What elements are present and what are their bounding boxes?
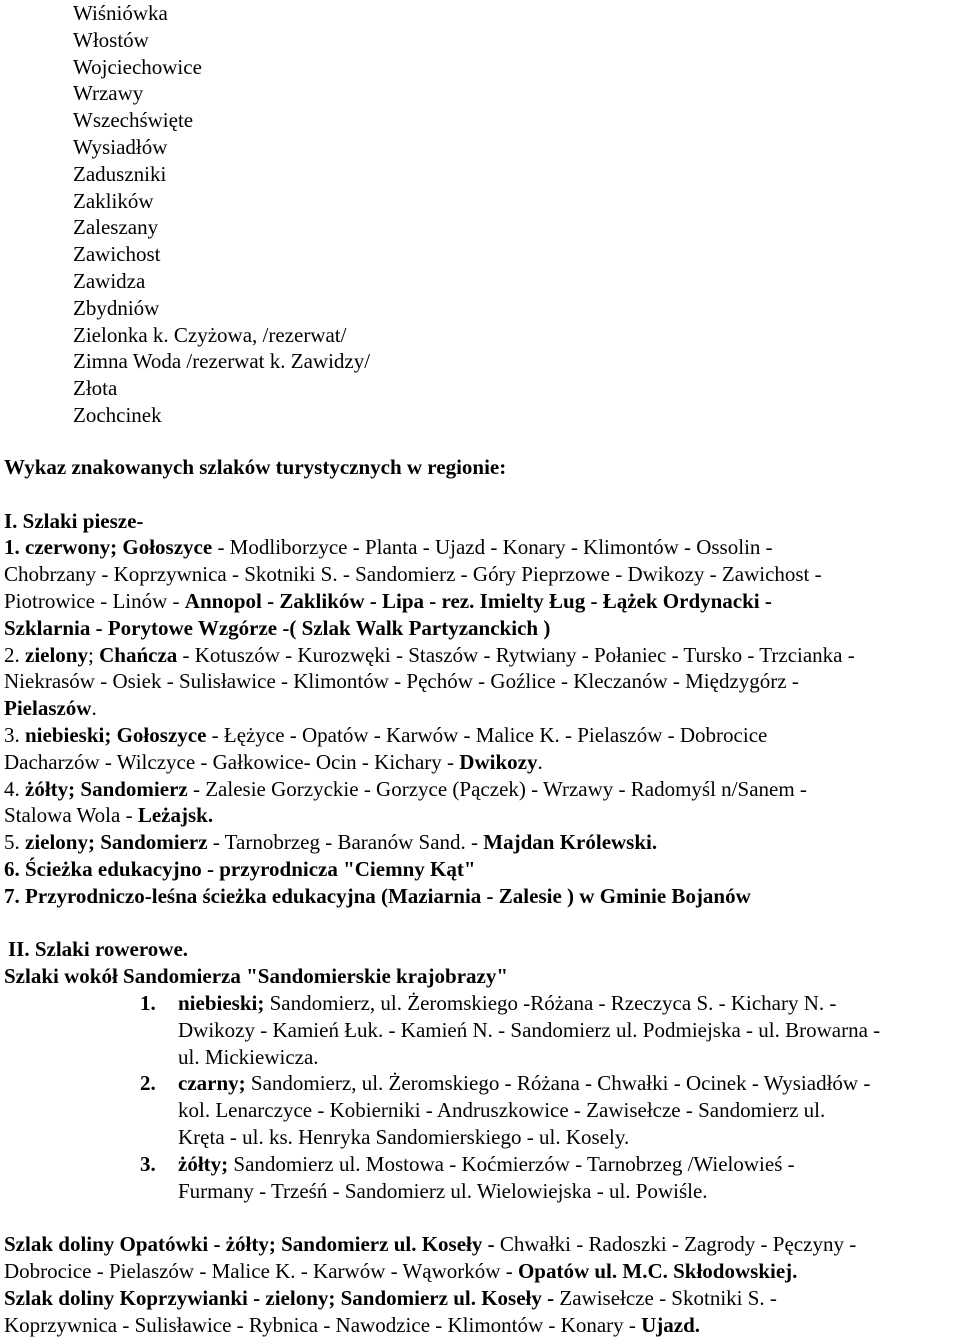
place-item: Zaleszany bbox=[73, 215, 159, 240]
trail-route: Sandomierz, ul. Żeromskiego -Różana - Rzeczyca S. - Kichary N. - bbox=[264, 990, 837, 1015]
hiking-heading: I. Szlaki piesze- bbox=[4, 508, 144, 533]
trail-route: Koprzywnica - Sulisławice - Rybnica - Nawodzice - Klimontów - Konary - bbox=[4, 1312, 642, 1337]
trail-name: Szlak doliny Koprzywianki - zielony; Sandomierz ul. Koseły - bbox=[4, 1285, 555, 1310]
hiking-trail-5 bbox=[4, 829, 959, 856]
trail-route: ul. Mickiewicza. bbox=[178, 1044, 319, 1069]
place-item: Zbydniów bbox=[73, 295, 160, 320]
bike-trail-2 bbox=[4, 1070, 959, 1150]
trail-route: Chobrzany - Koprzywnica - Skotniki S. - Sandomierz - Góry Pieprzowe - Dwikozy - Zawichost - bbox=[4, 562, 822, 587]
separator: . bbox=[537, 749, 543, 774]
place-item: Wiśniówka bbox=[73, 1, 168, 25]
trail-number: 3. bbox=[4, 722, 25, 747]
trail-name: zielony; Sandomierz bbox=[25, 830, 208, 855]
trail-stop: Annopol bbox=[184, 588, 262, 613]
place-item: Złota bbox=[73, 376, 118, 401]
trail-name: żółty; Sandomierz bbox=[25, 776, 188, 801]
place-list bbox=[73, 0, 370, 429]
valley-trail-opatowka bbox=[4, 1231, 959, 1285]
place-item: Zaduszniki bbox=[73, 161, 167, 186]
trail-end: Opatów ul. M.C. Skłodowskiej. bbox=[517, 1258, 798, 1283]
trails-heading: Wykaz znakowanych szlaków turystycznych w regionie: bbox=[4, 455, 507, 479]
trail-route: - Kotuszów - Kurozwęki - Staszów - Rytwiany - Połaniec - Tursko - Trzcianka - bbox=[177, 642, 855, 667]
bike-trail-1 bbox=[4, 990, 959, 1070]
trail-number: 2. bbox=[140, 1071, 156, 1096]
hiking-trail-7: 7. Przyrodniczo-leśna ścieżka edukacyjna (Maziarnia - Zalesie ) w Gminie Bojanów bbox=[4, 883, 751, 908]
trails-content bbox=[4, 454, 959, 1338]
trail-name: 1. czerwony; Gołoszyce bbox=[4, 535, 213, 560]
place-item: Wysiadłów bbox=[73, 134, 168, 159]
trail-route: Niekrasów - Osiek - Sulisławice - Klimontów - Pęchów - Goźlice - Kleczanów - Międzygórz - bbox=[4, 669, 799, 694]
trail-end: Dwikozy bbox=[459, 749, 538, 774]
place-item: Zawidza bbox=[73, 268, 146, 293]
trail-end: Leżajsk. bbox=[137, 803, 214, 828]
trail-number: 1. bbox=[140, 990, 156, 1015]
hiking-trail-3 bbox=[4, 722, 959, 776]
trail-route: Dacharzów - Wilczyce - Gałkowice- Ocin - Kichary - bbox=[4, 749, 460, 774]
place-item: Zawichost bbox=[73, 242, 161, 267]
bike-subheading: Szlaki wokół Sandomierza "Sandomierskie krajobrazy" bbox=[4, 964, 508, 989]
trail-end: Ujazd. bbox=[641, 1312, 701, 1337]
trail-route: Sandomierz ul. Mostowa - Koćmierzów - Tarnobrzeg /Wielowieś - bbox=[228, 1151, 795, 1176]
trail-route: - Tarnobrzeg - Baranów Sand. - bbox=[207, 830, 484, 855]
trail-route: - Zaklików - Lipa - rez. bbox=[261, 588, 475, 613]
trail-route: Piotrowice - Linów - bbox=[4, 588, 185, 613]
hiking-trail-1 bbox=[4, 534, 959, 641]
separator: ; bbox=[88, 642, 100, 667]
trail-end: Majdan Królewski. bbox=[483, 830, 658, 855]
trail-route: Dobrocice - Pielaszów - Malice K. - Karwów - Wąworków - bbox=[4, 1258, 518, 1283]
trail-route: Furmany - Trześń - Sandomierz ul. Wielowiejska - ul. Powiśle. bbox=[178, 1178, 708, 1203]
trail-color: niebieski; bbox=[178, 990, 265, 1015]
place-item: Wojciechowice bbox=[73, 54, 202, 79]
place-item: Wrzawy bbox=[73, 81, 144, 106]
trail-end: Pielaszów bbox=[4, 696, 92, 721]
trail-number: 5. bbox=[4, 830, 25, 855]
place-item: Zimna Woda /rezerwat k. Zawidzy/ bbox=[73, 349, 371, 374]
trail-color: zielony bbox=[25, 642, 88, 667]
trail-route: - Modliborzyce - Planta - Ujazd - Konary - Klimontów - Ossolin - bbox=[212, 535, 773, 560]
trail-route: kol. Lenarczyce - Kobierniki - Andruszkowice - Zawisełcze - Sandomierz ul. bbox=[178, 1098, 826, 1123]
trail-route: - Łężyce - Opatów - Karwów - Malice K. - Pielaszów - Dobrocice bbox=[206, 722, 768, 747]
place-item: Włostów bbox=[73, 27, 149, 52]
trail-route: Szklarnia - Porytowe Wzgórze -( Szlak Walk Partyzanckich ) bbox=[4, 615, 551, 640]
trail-route: Zawisełcze - Skotniki S. - bbox=[554, 1285, 777, 1310]
trail-route: Sandomierz, ul. Żeromskiego - Różana - Chwałki - Ocinek - Wysiadłów - bbox=[245, 1071, 871, 1096]
place-item: Zochcinek bbox=[73, 402, 162, 427]
trail-route: Chwałki - Radoszki - Zagrody - Pęczyny - bbox=[494, 1232, 857, 1257]
trail-route: Stalowa Wola - bbox=[4, 803, 138, 828]
trail-number: 4. bbox=[4, 776, 25, 801]
trail-route: Imielty Ług - Łążek Ordynacki - bbox=[474, 588, 772, 613]
place-item: Zielonka k. Czyżowa, /rezerwat/ bbox=[73, 322, 347, 347]
trail-route: Kręta - ul. ks. Henryka Sandomierskiego - ul. Kosely. bbox=[178, 1124, 630, 1149]
trail-start: Chańcza bbox=[99, 642, 178, 667]
trail-color: czarny; bbox=[178, 1071, 246, 1096]
separator: . bbox=[91, 696, 97, 721]
trail-route: Dwikozy - Kamień Łuk. - Kamień N. - Sandomierz ul. Podmiejska - ul. Browarna - bbox=[178, 1017, 881, 1042]
hiking-trail-6: 6. Ścieżka edukacyjno - przyrodnicza "Ciemny Kąt" bbox=[4, 856, 476, 881]
bike-heading: II. Szlaki rowerowe. bbox=[8, 937, 189, 962]
trail-route: - Zalesie Gorzyckie - Gorzyce (Pączek) - Wrzawy - Radomyśl n/Sanem - bbox=[187, 776, 807, 801]
hiking-trail-2 bbox=[4, 642, 959, 722]
trail-number: 3. bbox=[140, 1151, 156, 1176]
place-item: Zaklików bbox=[73, 188, 154, 213]
place-item: Wszechświęte bbox=[73, 108, 194, 133]
valley-trail-koprzywianka bbox=[4, 1285, 959, 1339]
trail-name: niebieski; Gołoszyce bbox=[25, 722, 207, 747]
bike-trail-3 bbox=[4, 1151, 959, 1205]
trail-name: Szlak doliny Opatówki - żółty; Sandomierz ul. Koseły - bbox=[4, 1232, 495, 1257]
hiking-trail-4 bbox=[4, 776, 959, 830]
trail-number: 2. bbox=[4, 642, 25, 667]
trail-color: żółty; bbox=[178, 1151, 229, 1176]
